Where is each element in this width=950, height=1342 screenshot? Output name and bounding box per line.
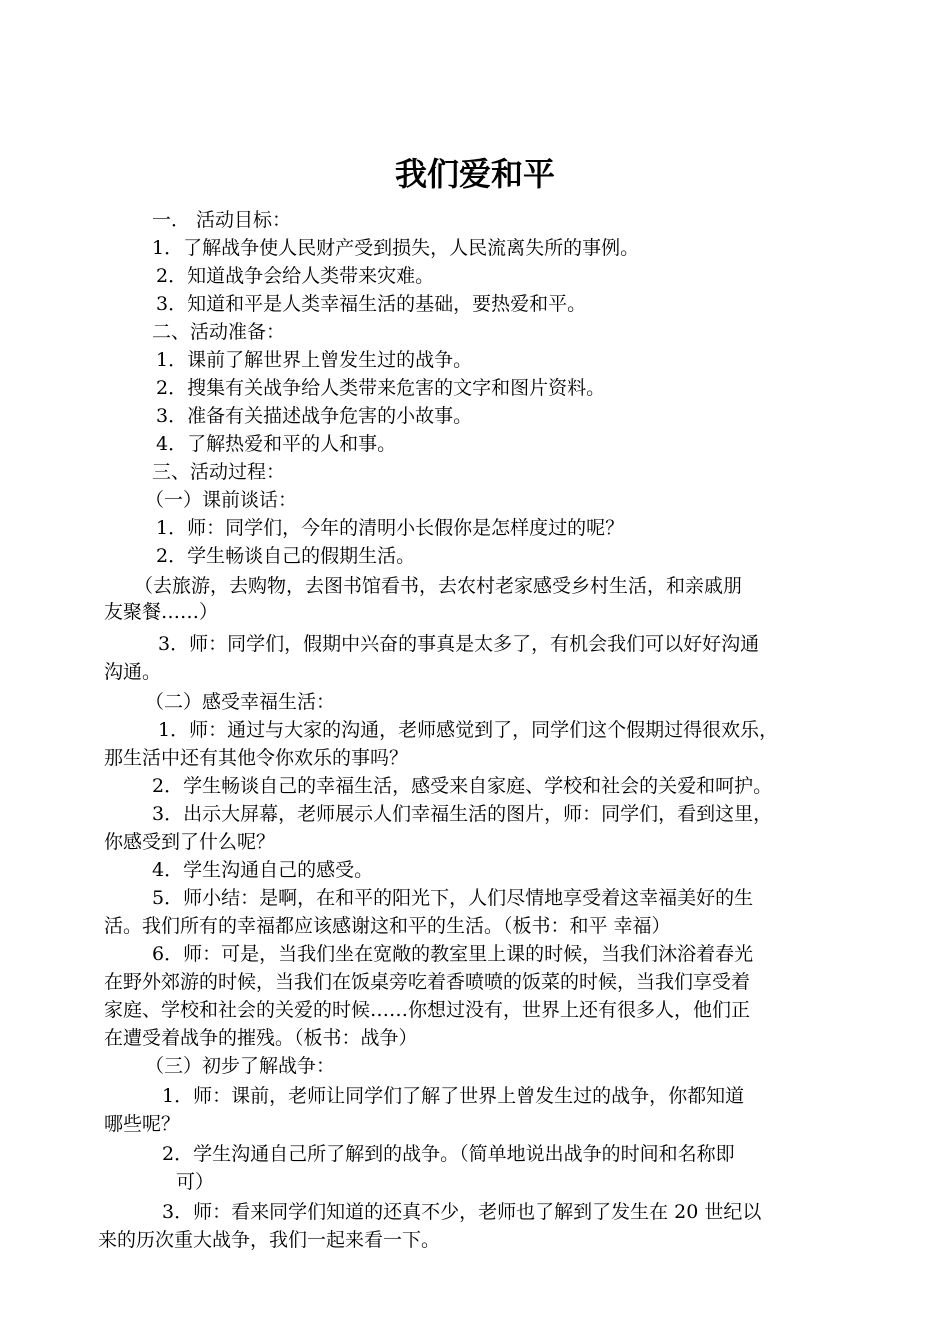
- goal-item-3: 3．知道和平是人类幸福生活的基础，要热爱和平。: [156, 293, 587, 315]
- paragraph-line: 3．师：看来同学们知道的还真不少，老师也了解到了发生在 20 世纪以: [162, 1201, 762, 1223]
- paragraph-line: 哪些呢？: [104, 1113, 181, 1135]
- paragraph-line: （去旅游，去购物，去图书馆看书，去农村老家感受乡村生活，和亲戚朋: [134, 575, 743, 597]
- paragraph-line: 2．学生沟通自己所了解到的战争。（简单地说出战争的时间和名称即: [162, 1143, 735, 1165]
- paragraph-line: 来的历次重大战争，我们一起来看一下。: [98, 1229, 441, 1251]
- section-heading-prep: 二、活动准备：: [152, 321, 286, 343]
- section-heading-process: 三、活动过程：: [152, 461, 286, 483]
- prep-item-1: 1．课前了解世界上曾发生过的战争。: [156, 349, 473, 371]
- prep-item-4: 4．了解热爱和平的人和事。: [156, 433, 397, 455]
- paragraph-line: 在遭受着战争的摧残。（板书：战争）: [104, 1027, 418, 1049]
- subsection-heading-3: （三）初步了解战争：: [145, 1055, 336, 1077]
- paragraph-line: 3．师：同学们，假期中兴奋的事真是太多了，有机会我们可以好好沟通: [158, 633, 760, 655]
- subsection-heading-2: （二）感受幸福生活：: [145, 691, 336, 713]
- paragraph-line: 沟通。: [104, 661, 162, 683]
- paragraph-line: 5．师小结：是啊，在和平的阳光下，人们尽情地享受着这幸福美好的生: [152, 887, 754, 909]
- subsection-heading-1: （一）课前谈话：: [145, 489, 298, 511]
- prep-item-2: 2．搜集有关战争给人类带来危害的文字和图片资料。: [156, 377, 606, 399]
- paragraph-line: 在野外郊游的时候，当我们在饭桌旁吃着香喷喷的饭菜的时候，当我们享受着: [104, 971, 751, 993]
- paragraph-line: 友聚餐……）: [104, 601, 219, 623]
- paragraph-line: 2．学生畅谈自己的幸福生活，感受来自家庭、学校和社会的关爱和呵护。: [152, 775, 773, 797]
- paragraph-line: 家庭、学校和社会的关爱的时候……你想过没有，世界上还有很多人，他们正: [104, 999, 751, 1021]
- goal-item-2: 2．知道战争会给人类带来灾难。: [156, 265, 435, 287]
- paragraph-line: 1．师：同学们，今年的清明小长假你是怎样度过的呢？: [156, 517, 625, 539]
- paragraph-line: 3．出示大屏幕，老师展示人们幸福生活的图片，师：同学们，看到这里，: [152, 803, 773, 825]
- paragraph-line: 可）: [176, 1171, 215, 1193]
- paragraph-line: 活。我们所有的幸福都应该感谢这和平的生活。（板书：和平 幸福）: [104, 915, 671, 937]
- prep-item-3: 3．准备有关描述战争危害的小故事。: [156, 405, 473, 427]
- paragraph-line: 2．学生畅谈自己的假期生活。: [156, 545, 416, 567]
- goal-item-1: 1．了解战争使人民财产受到损失，人民流离失所的事例。: [152, 237, 640, 259]
- section-heading-goals: 一． 活动目标：: [152, 209, 292, 231]
- paragraph-line: 6．师：可是，当我们坐在宽敞的教室里上课的时候，当我们沐浴着春光: [152, 943, 754, 965]
- paragraph-line: 1．师：通过与大家的沟通，老师感觉到了，同学们这个假期过得很欢乐，: [158, 719, 779, 741]
- paragraph-line: 1．师：课前，老师让同学们了解了世界上曾发生过的战争，你都知道: [162, 1085, 745, 1107]
- paragraph-line: 你感受到了什么呢？: [104, 831, 276, 853]
- paragraph-line: 4．学生沟通自己的感受。: [152, 859, 374, 881]
- document-title: 我们爱和平: [394, 155, 555, 193]
- paragraph-line: 那生活中还有其他令你欢乐的事吗？: [104, 747, 409, 769]
